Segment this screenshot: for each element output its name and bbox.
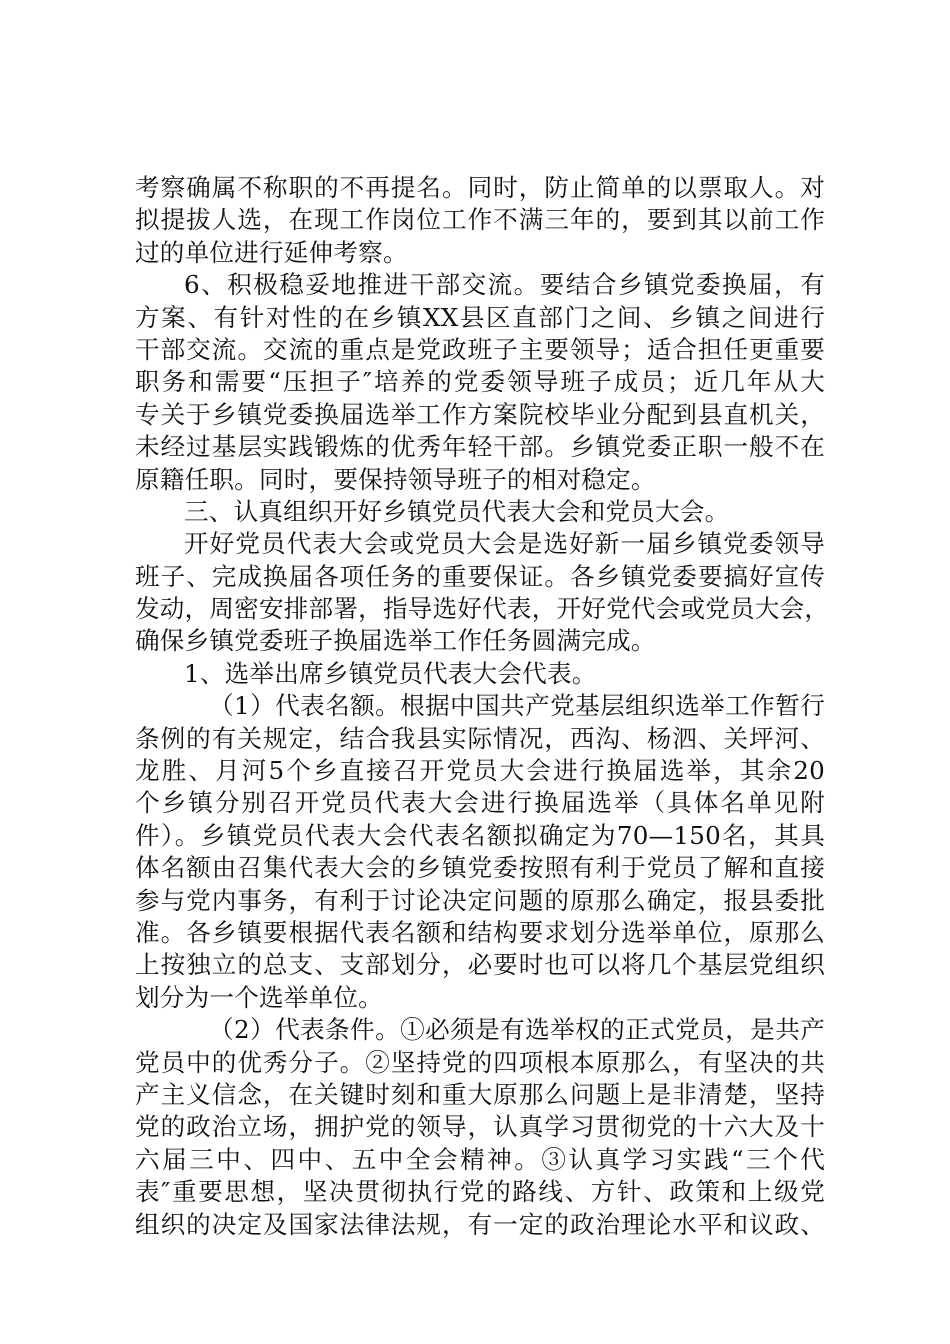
text-line: 体名额由召集代表大会的乡镇党委按照有利于党员了解和直接 bbox=[135, 853, 825, 883]
text-line: 干部交流。交流的重点是党政班子主要领导；适合担任更重要 bbox=[135, 334, 825, 364]
text-line: 过的单位进行延伸考察。 bbox=[135, 237, 408, 267]
text-line: 龙胜、月河5个乡直接召开党员大会进行换届选举，其余20 bbox=[135, 756, 825, 786]
text-line: 原籍任职。同时，要保持领导班子的相对稳定。 bbox=[135, 464, 656, 494]
text-line: 党员中的优秀分子。②坚持党的四项根本原那么，有坚决的共 bbox=[135, 1047, 825, 1077]
text-line: 职务和需要“压担子″培养的党委领导班子成员；近几年从大 bbox=[135, 367, 825, 397]
text-line: 方案、有针对性的在乡镇XX县区直部门之间、乡镇之间进行 bbox=[135, 302, 825, 332]
text-line: 条例的有关规定，结合我县实际情况，西沟、杨泗、关坪河、 bbox=[135, 723, 825, 753]
paragraph-start-line: 6、积极稳妥地推进干部交流。要结合乡镇党委换届，有 bbox=[184, 270, 825, 300]
text-line: 专关于乡镇党委换届选举工作方案院校毕业分配到县直机关， bbox=[135, 399, 825, 429]
text-line: 产主义信念，在关键时刻和重大原那么问题上是非清楚，坚持 bbox=[135, 1079, 825, 1109]
text-line: 党的政治立场，拥护党的领导，认真学习贯彻党的十六大及十 bbox=[135, 1112, 825, 1142]
text-line: 上按独立的总支、支部划分，必要时也可以将几个基层党组织 bbox=[135, 950, 825, 980]
text-line: 考察确属不称职的不再提名。同时，防止简单的以票取人。对 bbox=[135, 173, 825, 202]
paragraph-start-line: （2）代表条件。①必须是有选举权的正式党员，是共产 bbox=[209, 1015, 825, 1045]
text-line: 表″重要思想，坚决贯彻执行党的路线、方针、政策和上级党 bbox=[135, 1177, 825, 1207]
paragraph-start-line: （1）代表名额。根据中国共产党基层组织选举工作暂行 bbox=[209, 691, 825, 721]
section-heading: 三、认真组织开好乡镇党员代表大会和党员大会。 bbox=[184, 496, 730, 526]
document-body bbox=[135, 172, 830, 1241]
text-line: 班子、完成换届各项任务的重要保证。各乡镇党委要搞好宣传 bbox=[135, 561, 825, 591]
text-line: 件）。乡镇党员代表大会代表名额拟确定为70—150名，其具 bbox=[135, 820, 825, 850]
text-line: 准。各乡镇要根据代表名额和结构要求划分选举单位，原那么 bbox=[135, 917, 825, 947]
text-line: 拟提拔人选，在现工作岗位工作不满三年的，要到其以前工作 bbox=[135, 205, 825, 235]
text-line: 发动，周密安排部署，指导选好代表，开好党代会或党员大会， bbox=[135, 594, 830, 624]
text-line: 未经过基层实践锻炼的优秀年轻干部。乡镇党委正职一般不在 bbox=[135, 432, 825, 462]
subsection-heading: 1、选举出席乡镇党员代表大会代表。 bbox=[184, 658, 597, 688]
text-line: 确保乡镇党委班子换届选举工作任务圆满完成。 bbox=[135, 626, 656, 656]
text-line: 参与党内事务，有利于讨论决定问题的原那么确定，报县委批 bbox=[135, 885, 825, 915]
text-line: 划分为一个选举单位。 bbox=[135, 982, 383, 1012]
paragraph-start-line: 开好党员代表大会或党员大会是选好新一届乡镇党委领导 bbox=[184, 529, 825, 559]
text-line: 个乡镇分别召开党员代表大会进行换届选举（具体名单见附 bbox=[135, 788, 825, 818]
text-line: 组织的决定及国家法律法规，有一定的政治理论水平和议政、 bbox=[135, 1209, 825, 1239]
text-line: 六届三中、四中、五中全会精神。③认真学习实践“三个代 bbox=[135, 1144, 825, 1174]
